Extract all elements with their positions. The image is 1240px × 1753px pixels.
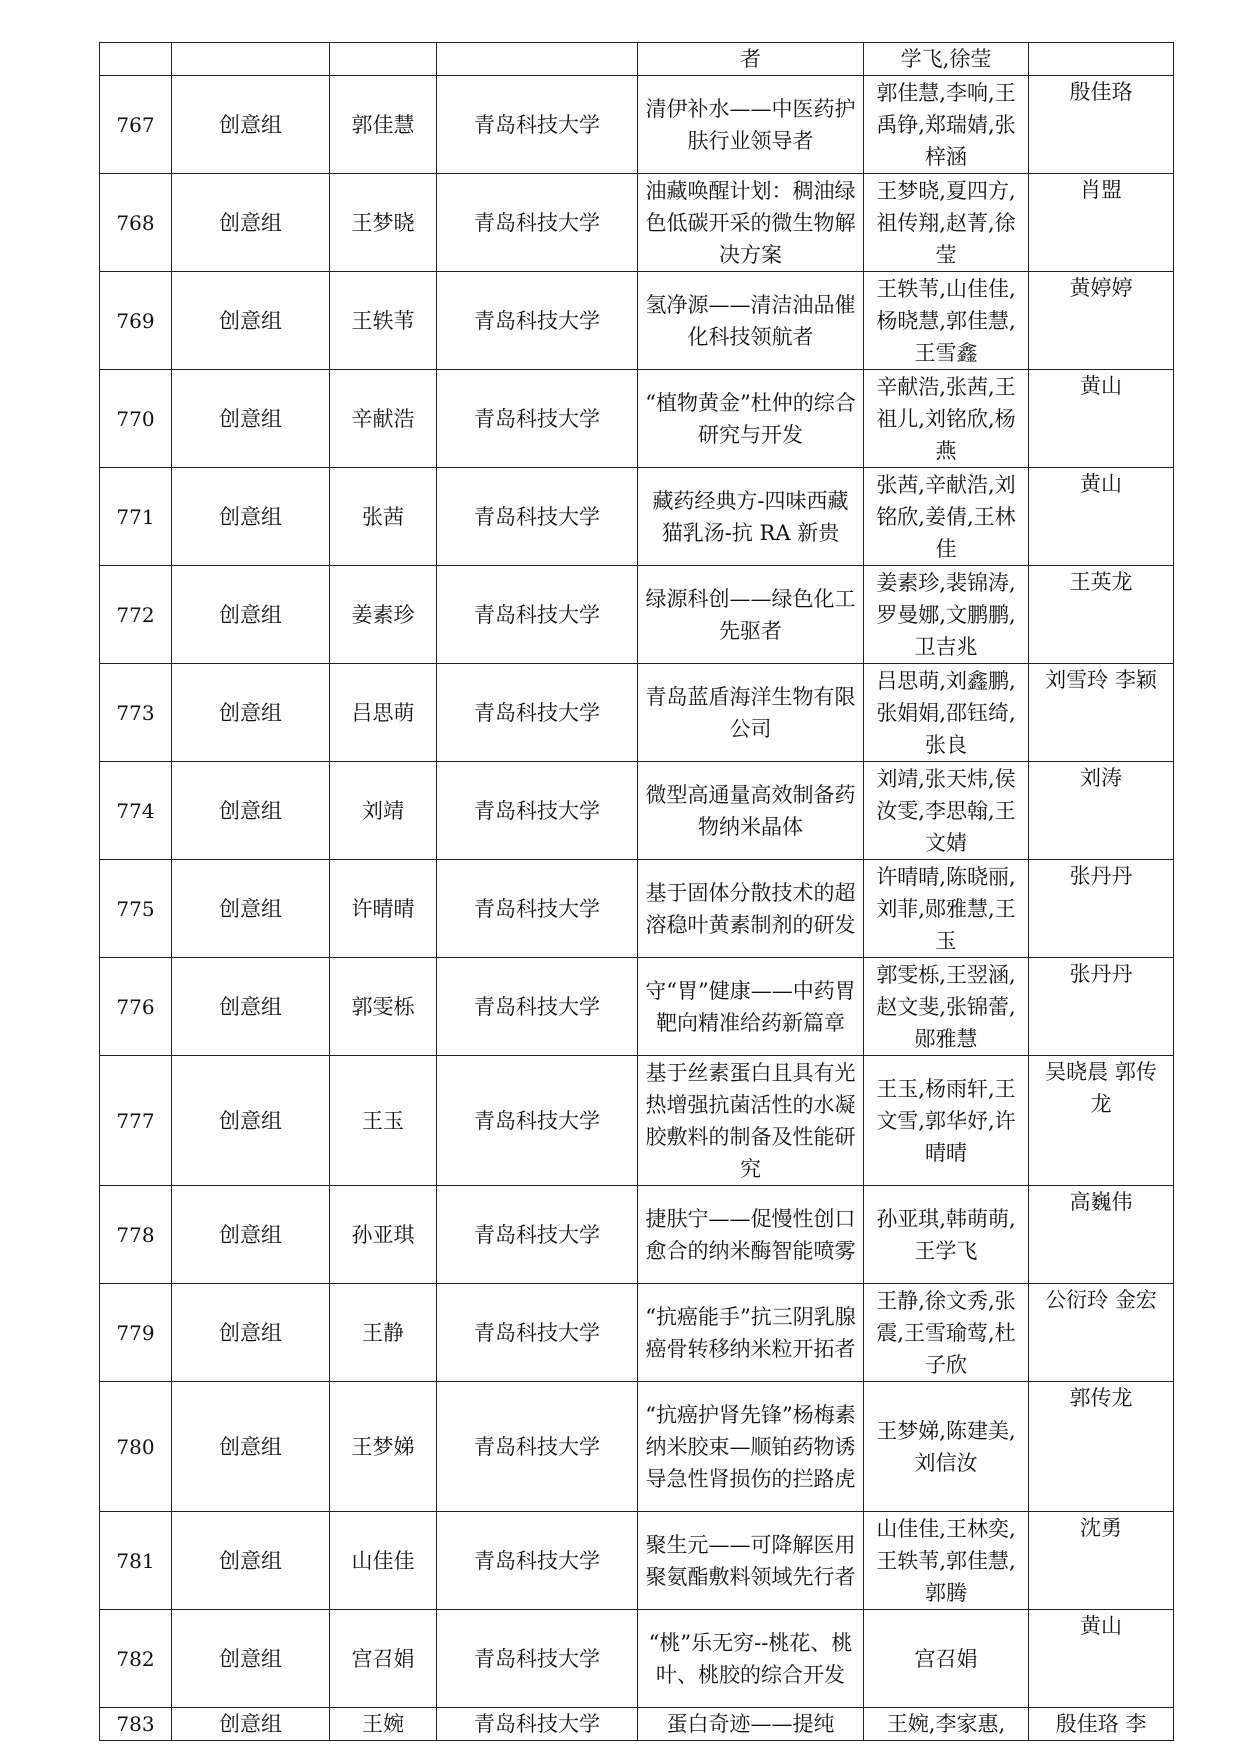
leader-cell: 王玉	[330, 1056, 437, 1186]
school-cell: 青岛科技大学	[437, 958, 638, 1056]
school-cell: 青岛科技大学	[437, 370, 638, 468]
group-cell: 创意组	[172, 468, 330, 566]
leader-cell: 山佳佳	[330, 1512, 437, 1610]
project-cell: 氢净源——清洁油品催化科技领航者	[638, 272, 864, 370]
project-cell: 基于丝素蛋白且具有光热增强抗菌活性的水凝胶敷料的制备及性能研究	[638, 1056, 864, 1186]
project-cell: 微型高通量高效制备药物纳米晶体	[638, 762, 864, 860]
advisor-cell: 刘涛	[1029, 762, 1174, 860]
members-cell: 许晴晴,陈晓丽,刘菲,郧雅慧,王玉	[864, 860, 1029, 958]
continued-row	[100, 43, 1174, 76]
members-cell: 王梦晓,夏四方,祖传翔,赵菁,徐莹	[864, 174, 1029, 272]
members-cell: 王婉,李家惠,	[864, 1708, 1029, 1741]
advisor-cell: 吴晓晨 郭传龙	[1029, 1056, 1174, 1186]
members-cell: 刘靖,张天炜,侯汝雯,李思翰,王文婧	[864, 762, 1029, 860]
row-number: 777	[100, 1056, 172, 1186]
table-row	[100, 1610, 1174, 1708]
advisor-cell: 公衍玲 金宏	[1029, 1284, 1174, 1382]
leader-cell: 姜素珍	[330, 566, 437, 664]
leader-cell: 刘靖	[330, 762, 437, 860]
project-cell: 捷肤宁——促慢性创口愈合的纳米酶智能喷雾	[638, 1186, 864, 1284]
members-cell: 姜素珍,裴锦涛,罗曼娜,文鹏鹏,卫吉兆	[864, 566, 1029, 664]
table-row	[100, 762, 1174, 860]
members-cell: 张茜,辛献浩,刘铭欣,姜倩,王林佳	[864, 468, 1029, 566]
group-cell: 创意组	[172, 1512, 330, 1610]
group-cell: 创意组	[172, 1708, 330, 1741]
advisor-cell: 张丹丹	[1029, 860, 1174, 958]
leader-cell: 辛献浩	[330, 370, 437, 468]
advisor-cell: 殷佳珞	[1029, 76, 1174, 174]
school-cell: 青岛科技大学	[437, 1382, 638, 1512]
row-number: 773	[100, 664, 172, 762]
project-cell: 绿源科创——绿色化工先驱者	[638, 566, 864, 664]
project-cell: “植物黄金”杜仲的综合研究与开发	[638, 370, 864, 468]
leader-cell: 宫召娟	[330, 1610, 437, 1708]
school-cell: 青岛科技大学	[437, 1056, 638, 1186]
school-cell: 青岛科技大学	[437, 762, 638, 860]
project-cell: “抗癌护肾先锋”杨梅素纳米胶束—顺铂药物诱导急性肾损伤的拦路虎	[638, 1382, 864, 1512]
members-cell: 郭佳慧,李响,王禹铮,郑瑞婧,张梓涵	[864, 76, 1029, 174]
row-number: 779	[100, 1284, 172, 1382]
leader-cell: 王梦娣	[330, 1382, 437, 1512]
members-cell: 学飞,徐莹	[864, 43, 1029, 76]
row-number: 782	[100, 1610, 172, 1708]
advisor-cell: 王英龙	[1029, 566, 1174, 664]
group-cell: 创意组	[172, 272, 330, 370]
leader-cell: 孙亚琪	[330, 1186, 437, 1284]
row-number: 776	[100, 958, 172, 1056]
advisor-cell: 殷佳珞 李	[1029, 1708, 1174, 1741]
school-cell: 青岛科技大学	[437, 664, 638, 762]
members-cell: 孙亚琪,韩萌萌,王学飞	[864, 1186, 1029, 1284]
table-row	[100, 468, 1174, 566]
advisor-cell: 刘雪玲 李颖	[1029, 664, 1174, 762]
row-number: 768	[100, 174, 172, 272]
group-cell: 创意组	[172, 76, 330, 174]
leader-cell: 张茜	[330, 468, 437, 566]
table-row	[100, 1284, 1174, 1382]
leader-cell: 王婉	[330, 1708, 437, 1741]
table-row	[100, 1512, 1174, 1610]
project-cell: 油藏唤醒计划：稠油绿色低碳开采的微生物解决方案	[638, 174, 864, 272]
school-cell: 青岛科技大学	[437, 1512, 638, 1610]
leader-cell: 郭佳慧	[330, 76, 437, 174]
table-row	[100, 664, 1174, 762]
project-cell: “抗癌能手”抗三阴乳腺癌骨转移纳米粒开拓者	[638, 1284, 864, 1382]
row-number: 772	[100, 566, 172, 664]
group-cell: 创意组	[172, 370, 330, 468]
project-cell: 者	[638, 43, 864, 76]
members-cell: 王静,徐文秀,张震,王雪瑜莺,杜子欣	[864, 1284, 1029, 1382]
advisor-cell: 沈勇	[1029, 1512, 1174, 1610]
table-row	[100, 272, 1174, 370]
group-cell: 创意组	[172, 958, 330, 1056]
members-cell: 王轶苇,山佳佳,杨晓慧,郭佳慧,王雪鑫	[864, 272, 1029, 370]
school-cell: 青岛科技大学	[437, 468, 638, 566]
project-cell: 清伊补水——中医药护肤行业领导者	[638, 76, 864, 174]
advisor-cell: 肖盟	[1029, 174, 1174, 272]
table-row	[100, 860, 1174, 958]
row-number: 775	[100, 860, 172, 958]
advisor-cell: 高巍伟	[1029, 1186, 1174, 1284]
advisor-cell: 黄婷婷	[1029, 272, 1174, 370]
award-table	[99, 42, 1174, 1741]
table-row	[100, 370, 1174, 468]
row-number: 783	[100, 1708, 172, 1741]
table-row	[100, 1382, 1174, 1512]
project-cell: 藏药经典方-四味西藏猫乳汤-抗 RA 新贵	[638, 468, 864, 566]
school-cell: 青岛科技大学	[437, 1186, 638, 1284]
advisor-cell: 黄山	[1029, 370, 1174, 468]
project-cell: “桃”乐无穷--桃花、桃叶、桃胶的综合开发	[638, 1610, 864, 1708]
members-cell: 吕思萌,刘鑫鹏,张娟娟,邵钰绮,张良	[864, 664, 1029, 762]
table-row	[100, 958, 1174, 1056]
advisor-cell: 郭传龙	[1029, 1382, 1174, 1512]
advisor-cell: 黄山	[1029, 468, 1174, 566]
school-cell: 青岛科技大学	[437, 1708, 638, 1741]
table-row	[100, 174, 1174, 272]
row-number: 771	[100, 468, 172, 566]
project-cell: 聚生元——可降解医用聚氨酯敷料领域先行者	[638, 1512, 864, 1610]
members-cell: 山佳佳,王林奕,王轶苇,郭佳慧,郭腾	[864, 1512, 1029, 1610]
row-number: 780	[100, 1382, 172, 1512]
row-number: 774	[100, 762, 172, 860]
group-cell: 创意组	[172, 762, 330, 860]
table-row	[100, 1056, 1174, 1186]
members-cell: 王梦娣,陈建美,刘信汝	[864, 1382, 1029, 1512]
group-cell: 创意组	[172, 1284, 330, 1382]
group-cell: 创意组	[172, 860, 330, 958]
project-cell: 青岛蓝盾海洋生物有限公司	[638, 664, 864, 762]
school-cell: 青岛科技大学	[437, 566, 638, 664]
school-cell: 青岛科技大学	[437, 174, 638, 272]
row-number: 770	[100, 370, 172, 468]
advisor-cell: 张丹丹	[1029, 958, 1174, 1056]
row-number: 778	[100, 1186, 172, 1284]
row-number: 781	[100, 1512, 172, 1610]
row-number: 769	[100, 272, 172, 370]
members-cell: 宫召娟	[864, 1610, 1029, 1708]
project-cell: 基于固体分散技术的超溶稳叶黄素制剂的研发	[638, 860, 864, 958]
members-cell: 王玉,杨雨轩,王文雪,郭华妤,许晴晴	[864, 1056, 1029, 1186]
table-row	[100, 76, 1174, 174]
school-cell: 青岛科技大学	[437, 1284, 638, 1382]
group-cell: 创意组	[172, 1056, 330, 1186]
school-cell: 青岛科技大学	[437, 76, 638, 174]
table-row	[100, 566, 1174, 664]
advisor-cell: 黄山	[1029, 1610, 1174, 1708]
group-cell: 创意组	[172, 664, 330, 762]
members-cell: 辛献浩,张茜,王祖儿,刘铭欣,杨燕	[864, 370, 1029, 468]
leader-cell: 郭雯栎	[330, 958, 437, 1056]
project-cell: 守“胃”健康——中药胃靶向精准给药新篇章	[638, 958, 864, 1056]
group-cell: 创意组	[172, 1610, 330, 1708]
members-cell: 郭雯栎,王翌涵,赵文斐,张锦蕾,郧雅慧	[864, 958, 1029, 1056]
row-number: 767	[100, 76, 172, 174]
leader-cell: 王轶苇	[330, 272, 437, 370]
group-cell: 创意组	[172, 1382, 330, 1512]
school-cell: 青岛科技大学	[437, 860, 638, 958]
group-cell: 创意组	[172, 174, 330, 272]
table-row	[100, 1186, 1174, 1284]
group-cell: 创意组	[172, 1186, 330, 1284]
group-cell: 创意组	[172, 566, 330, 664]
table-row	[100, 1708, 1174, 1741]
leader-cell: 王梦晓	[330, 174, 437, 272]
project-cell: 蛋白奇迹——提纯	[638, 1708, 864, 1741]
leader-cell: 吕思萌	[330, 664, 437, 762]
leader-cell: 许晴晴	[330, 860, 437, 958]
school-cell: 青岛科技大学	[437, 1610, 638, 1708]
leader-cell: 王静	[330, 1284, 437, 1382]
school-cell: 青岛科技大学	[437, 272, 638, 370]
